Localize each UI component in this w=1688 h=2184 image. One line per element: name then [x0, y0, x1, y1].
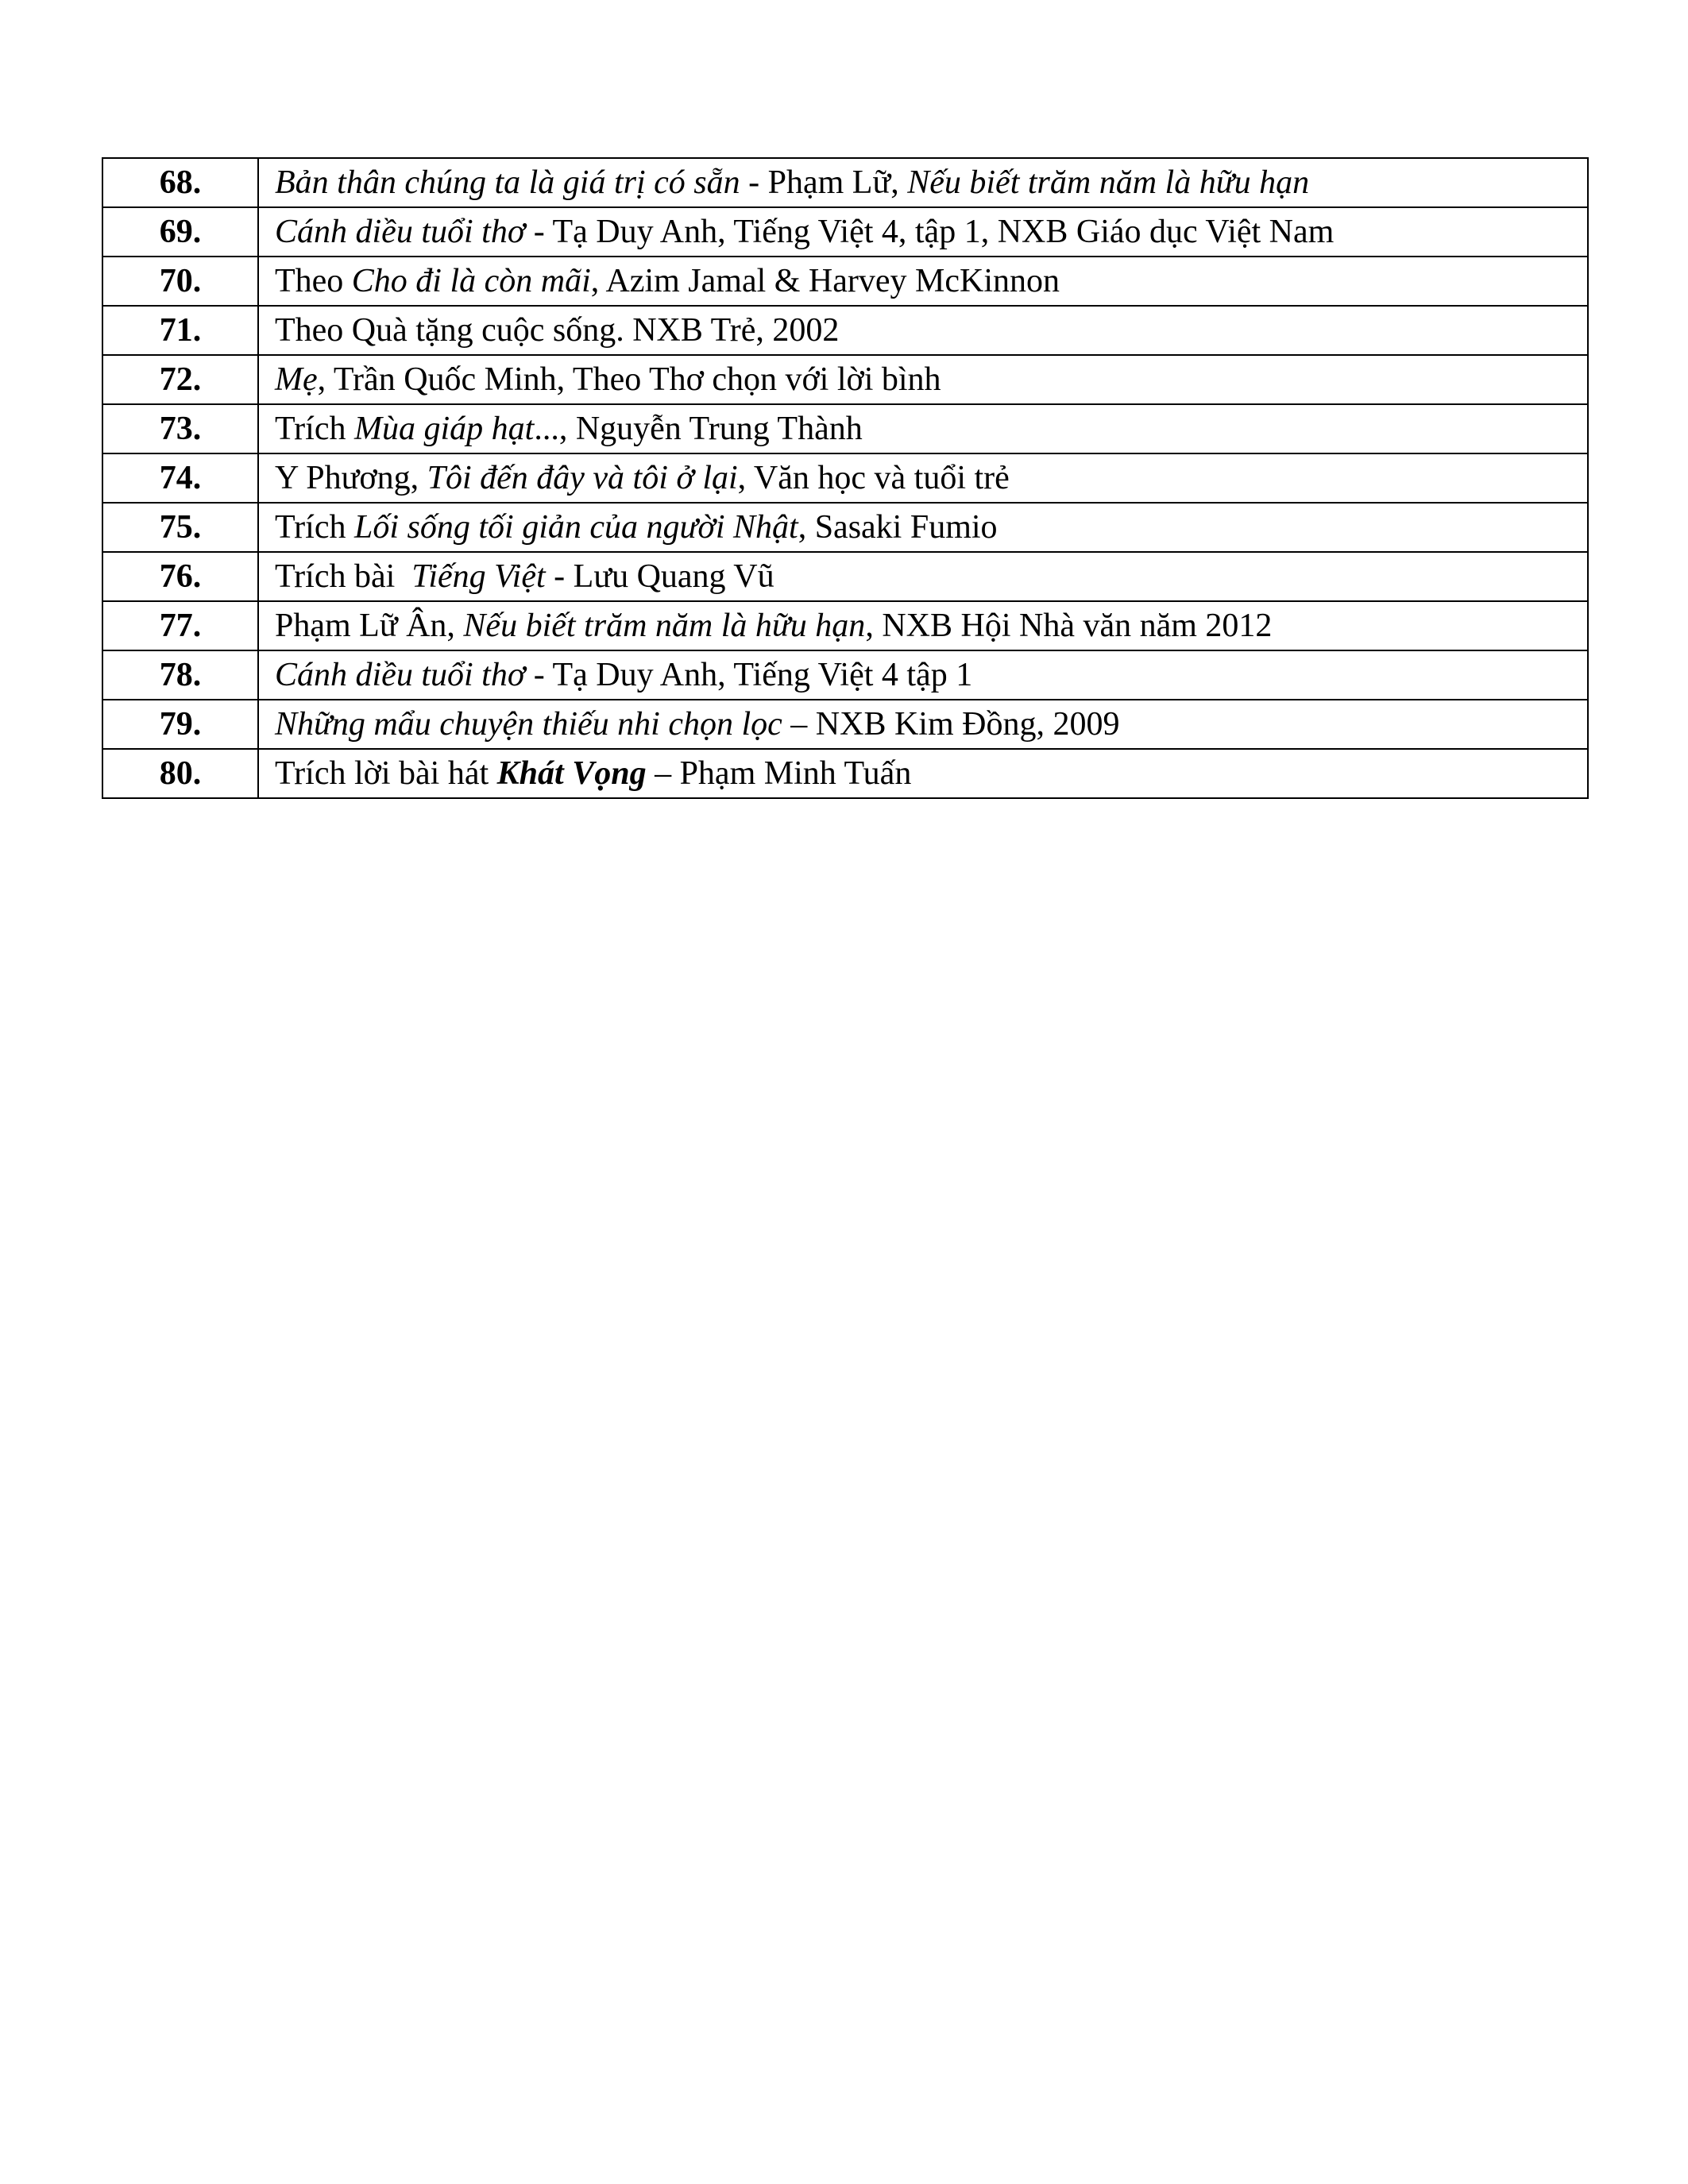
table-row	[102, 404, 1588, 453]
reference-part: Cánh diều tuổi thơ	[275, 657, 526, 693]
reference-part: – Phạm Minh Tuấn	[646, 755, 912, 792]
reference-part: , Trần Quốc Minh, Theo Thơ chọn với lời bình	[317, 361, 941, 398]
reference-text	[258, 601, 1588, 650]
reference-part: Cánh diều tuổi thơ	[275, 214, 526, 250]
references-table	[102, 157, 1589, 799]
reference-text	[258, 207, 1588, 257]
reference-part: Cho đi là còn mãi	[351, 263, 591, 299]
reference-number: 68.	[102, 158, 258, 207]
table-row	[102, 552, 1588, 601]
reference-number: 74.	[102, 453, 258, 503]
table-row	[102, 601, 1588, 650]
reference-text	[258, 749, 1588, 798]
reference-text	[258, 404, 1588, 453]
reference-part: Y Phương,	[275, 460, 427, 496]
reference-part: Khát Vọng	[496, 755, 647, 792]
table-row	[102, 306, 1588, 355]
reference-part: Tôi đến đây và tôi ở lại	[427, 460, 738, 496]
reference-number: 77.	[102, 601, 258, 650]
reference-part: , Sasaki Fumio	[798, 509, 998, 546]
table-row	[102, 355, 1588, 404]
references-table-body	[102, 158, 1588, 798]
table-row	[102, 650, 1588, 700]
reference-part: Mùa giáp hạt	[353, 411, 535, 447]
reference-part: - Tạ Duy Anh, Tiếng Việt 4, tập 1, NXB Giáo dục Việt Nam	[525, 214, 1335, 250]
reference-part: Lối sống tối giản của người Nhật	[353, 509, 798, 546]
table-row	[102, 700, 1588, 749]
reference-part: Mẹ	[275, 361, 318, 398]
table-row	[102, 453, 1588, 503]
reference-part: Những mẩu chuyện thiếu nhi chọn lọc	[275, 706, 782, 743]
table-row	[102, 749, 1588, 798]
reference-number: 78.	[102, 650, 258, 700]
reference-part: – NXB Kim Đồng, 2009	[782, 706, 1120, 743]
reference-part: , NXB Hội Nhà văn năm 2012	[865, 608, 1273, 644]
reference-part: Bản thân chúng ta là giá trị có sẵn	[275, 164, 740, 201]
table-row	[102, 503, 1588, 552]
reference-part: - Tạ Duy Anh, Tiếng Việt 4 tập 1	[525, 657, 973, 693]
reference-part: Trích lời bài hát	[275, 755, 497, 792]
reference-text	[258, 552, 1588, 601]
reference-text	[258, 158, 1588, 207]
reference-number: 72.	[102, 355, 258, 404]
reference-text	[258, 306, 1588, 355]
reference-part: Nếu biết trăm năm là hữu hạn	[907, 164, 1310, 201]
reference-number: 75.	[102, 503, 258, 552]
reference-part: , Azim Jamal & Harvey McKinnon	[590, 263, 1060, 299]
reference-part: ..., Nguyễn Trung Thành	[534, 411, 863, 447]
reference-number: 70.	[102, 257, 258, 306]
reference-part: Nếu biết trăm năm là hữu hạn	[463, 608, 866, 644]
reference-number: 71.	[102, 306, 258, 355]
reference-text	[258, 650, 1588, 700]
reference-part: , Văn học và tuổi trẻ	[737, 460, 1010, 496]
reference-part: Theo Quà tặng cuộc sống. NXB Trẻ, 2002	[275, 312, 840, 349]
reference-part: Phạm Lữ Ân,	[275, 608, 464, 644]
reference-part: Trích bài	[275, 558, 412, 595]
reference-number: 69.	[102, 207, 258, 257]
reference-part: Theo	[275, 263, 352, 299]
reference-text	[258, 355, 1588, 404]
reference-part: - Phạm Lữ,	[740, 164, 908, 201]
table-row	[102, 257, 1588, 306]
table-row	[102, 158, 1588, 207]
reference-text	[258, 503, 1588, 552]
reference-number: 73.	[102, 404, 258, 453]
reference-number: 80.	[102, 749, 258, 798]
reference-text	[258, 453, 1588, 503]
reference-text	[258, 700, 1588, 749]
reference-text	[258, 257, 1588, 306]
table-row	[102, 207, 1588, 257]
reference-part: Tiếng Việt	[411, 558, 546, 595]
reference-number: 76.	[102, 552, 258, 601]
reference-part: - Lưu Quang Vũ	[545, 558, 774, 595]
reference-part: Trích	[275, 411, 354, 447]
reference-part: Trích	[275, 509, 354, 546]
reference-number: 79.	[102, 700, 258, 749]
